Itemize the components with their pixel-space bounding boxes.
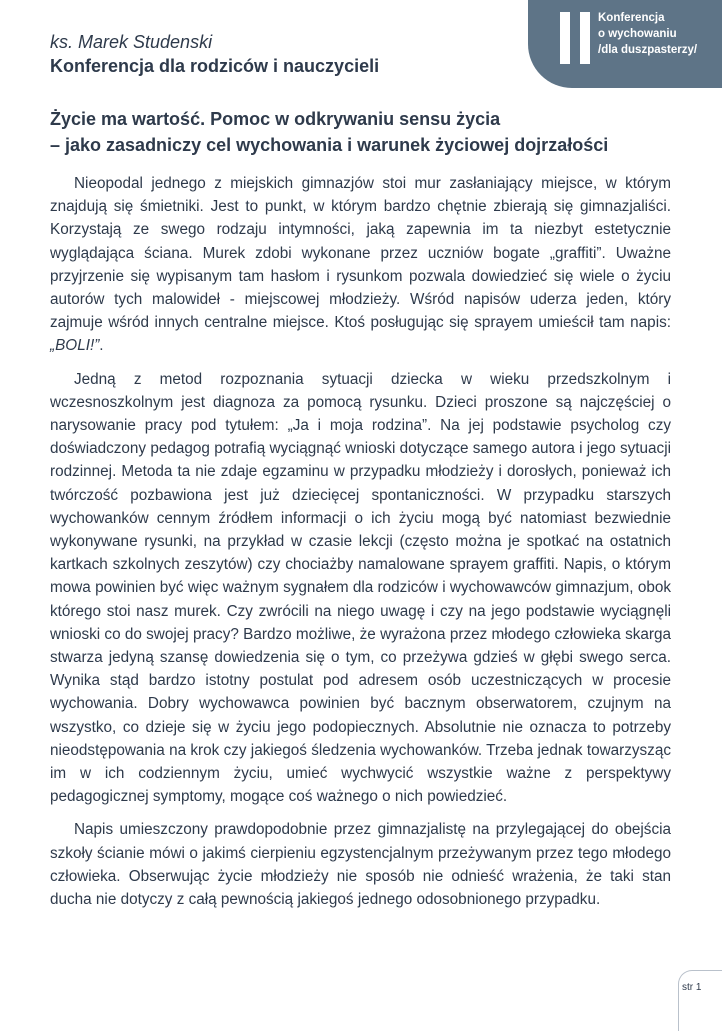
series-badge-line: /dla duszpasterzy/	[598, 44, 698, 56]
article-body	[50, 172, 671, 921]
body-paragraph	[50, 818, 671, 911]
series-badge-line: o wychowaniu	[598, 28, 677, 40]
page-corner-mark	[678, 970, 722, 1031]
body-paragraph	[50, 172, 671, 358]
paragraph-tail: .	[99, 337, 104, 355]
series-badge-line: Konferencja	[598, 12, 665, 24]
paragraph-text: Nieopodal jednego z miejskich gimnazjów stoi mur zasłaniający miejsce, w którym znajdują się śmietniki. Jest to punkt, w którym bardzo chętnie zbierają się gimnazjaliści. Korzystają ze swego rodzaju intymności, jaką zapewnia im ta niezbyt estetycznie wyglądająca ściana. Murek zdobi wykonane przez uczniów bogate „graffiti”. Uważne przyjrzenie się wypisanym tam hasłom i rysunkom pozwala dowiedzieć się wiele o życiu autorów tych malowideł - miejscowej młodzieży. Wśród napisów uderza jeden, który zajmuje wśród innych centralne miejsce. Ktoś posługując się sprayem umieścił tam napis:	[50, 175, 671, 332]
article-title	[50, 106, 690, 158]
paragraph-text: Napis umieszczony prawdopodobnie przez gimnazjalistę na przylegającej do obejścia szkoły ścianie mówi o jakimś cierpieniu egzystencjalnym przeżywanym przez tego młodego człowieka. Obserwując życie młodzieży nie sposób nie odnieść wrażenia, że taki stan ducha nie dotyczy z całą pewnością jakiegoś jednego odosobnionego przypadku.	[50, 821, 671, 909]
author-name: ks. Marek Studenski	[50, 32, 213, 52]
page-number: str 1	[682, 982, 702, 993]
paragraph-text: Jedną z metod rozpoznania sytuacji dziecka w wieku przedszkolnym i wczesnoszkolnym jest diagnoza za pomocą rysunku. Dzieci proszone są najczęściej o narysowanie pracy pod tytułem: „Ja i moja rodzina”. Na jej podstawie psycholog czy doświadczony pedagog potrafią wyciągnąć wnioski dotyczące samego autora i jego sytuacji rodzinnej. Metoda ta nie zdaje egzaminu w przypadku młodzieży i dorosłych, ponieważ ich twórczość pozbawiona jest już dziecięcej spontaniczności. W przypadku starszych wychowanków cennym źródłem informacji o ich życiu mogą być natomiast bezwiednie wykonywane rysunki, na przykład w czasie lekcji (często można je spotkać na ostatnich kartkach szkolnych zeszytów) czy chociażby namalowane sprayem graffiti. Napis, o którym mowa powinien być więc ważnym sygnałem dla rodziców i wychowawców gimnazjum, obok którego stoi nasz murek. Czy zwrócili na niego uwagę i czy na jego podstawie wyciągnęli wnioski co do swojej pracy? Bardzo możliwe, że wyrażona przez młodego człowieka skarga stwarza jedyną szansę dowiedzenia się o tym, co przeżywa gdzieś w głębi swego serca. Wynika stąd bardzo istotny postulat pod adresem osób uczestniczących w procesie wychowania. Dobry wychowawca powinien być bacznym obserwatorem, czujnym na wszystko, co dzieje się w życiu jego podopiecznych. Absolutnie nie oznacza to potrzeby nieodstępowania na krok czy jakiegoś śledzenia wychowanków. Trzeba jednak towarzysząc im w ich codziennym życiu, umieć wychwycić wszystkie ważne z perspektywy pedagogicznej symptomy, mogące coś ważnego o nich powiedzieć.	[50, 370, 671, 806]
body-paragraph	[50, 368, 671, 809]
roman-numeral-two	[560, 12, 590, 64]
conference-title: Konferencja dla rodziców i nauczycieli	[50, 56, 380, 76]
article-title-line: – jako zasadniczy cel wychowania i warunek życiowej dojrzałości	[50, 135, 609, 155]
article-title-line: Życie ma wartość. Pomoc w odkrywaniu sensu życia	[50, 109, 501, 129]
series-badge-label	[598, 10, 718, 58]
graffiti-quote: „BOLI!”	[50, 337, 100, 355]
